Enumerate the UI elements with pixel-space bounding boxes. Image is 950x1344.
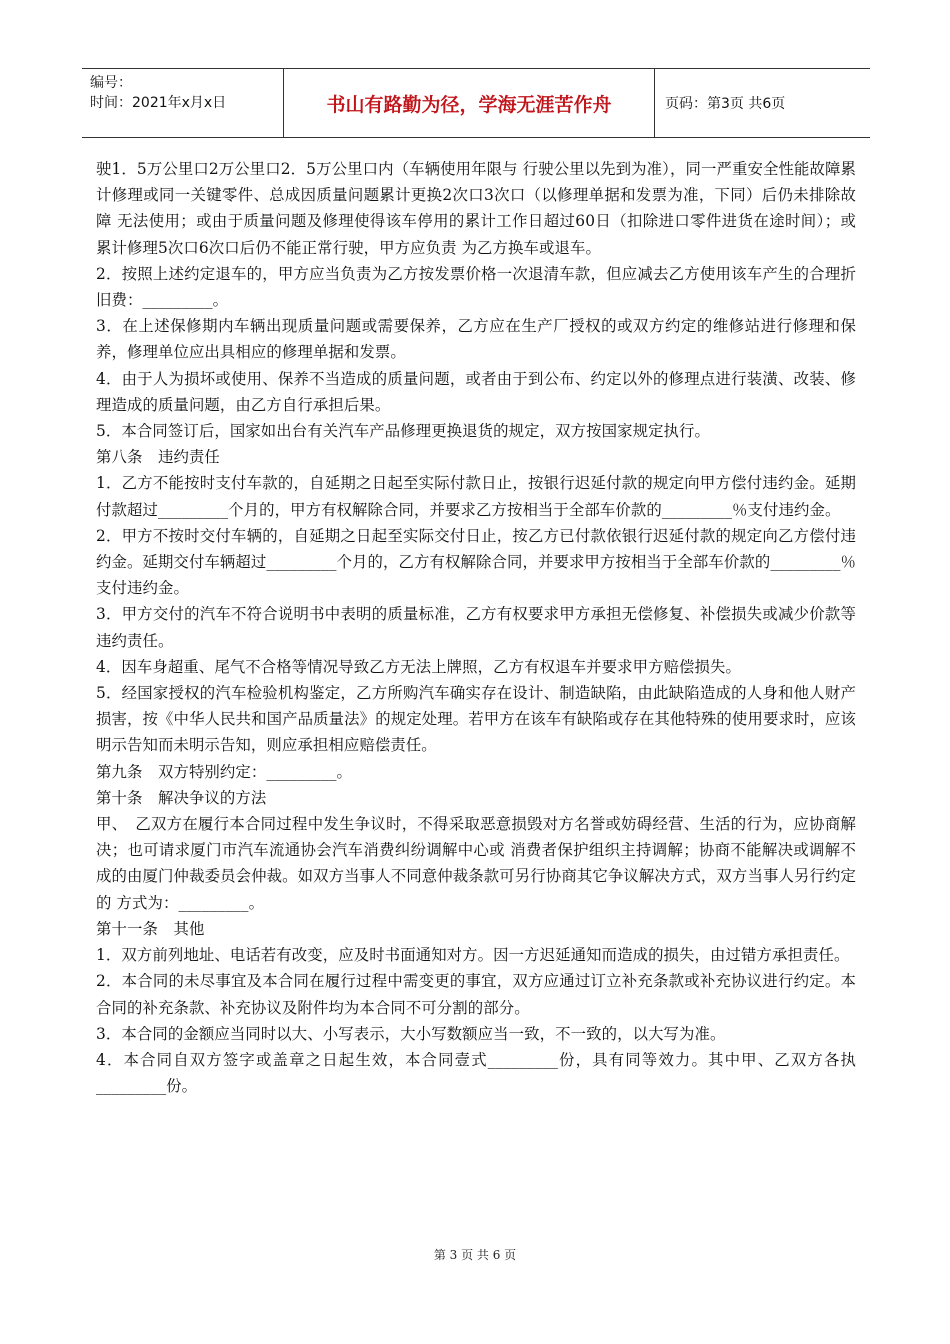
header-page-number: 页码：第3页 共6页: [665, 96, 786, 112]
paragraph: 甲、 乙双方在履行本合同过程中发生争议时，不得采取恶意损毁对方名誉或妨碍经营、生活的行为，应协商解决；也可请求厦门市汽车流通协会汽车消费纠纷调解中心或 消费者保护组织主持调解；协商不能解决或调解不成的由厦门仲裁委员会仲裁。如双方当事人不同意仲裁条款可另行协商其它争议解决方式，双方当事人另行约定的 方式为：_________。: [96, 815, 856, 912]
paragraph: 2．甲方不按时交付车辆的，自延期之日起至实际交付日止，按乙方已付款依银行迟延付款的规定向乙方偿付违约金。延期交付车辆超过_________个月的，乙方有权解除合同，并要求甲方按相当于全部车价款的_________％支付违约金。: [96, 526, 856, 598]
section-heading: 第九条 双方特别约定：_________。: [96, 762, 353, 781]
paragraph: 4．由于人为损坏或使用、保养不当造成的质量问题，或者由于到公布、约定以外的修理点进行装潢、改装、修理造成的质量问题，由乙方自行承担后果。: [96, 369, 856, 414]
paragraph: 5．本合同签订后，国家如出台有关汽车产品修理更换退货的规定，双方按国家规定执行。: [96, 422, 711, 441]
section-heading: 第八条 违约责任: [96, 448, 220, 467]
doc-number-label: 编号：: [90, 75, 132, 91]
paragraph: 1．乙方不能按时支付车款的，自延期之日起至实际付款日止，按银行迟延付款的规定向甲方偿付违约金。延期付款超过_________个月的，甲方有权解除合同，并要求乙方按相当于全部车价款的_________％支付违约金。: [96, 474, 856, 519]
header-motto: 书山有路勤为径，学海无涯苦作舟: [284, 69, 655, 137]
page-header: [82, 68, 870, 138]
section-heading: 第十一条 其他: [96, 919, 205, 938]
paragraph: 3．本合同的金额应当同时以大、小写表示，大小写数额应当一致，不一致的，以大写为准。: [96, 1024, 726, 1043]
paragraph: 2．本合同的未尽事宜及本合同在履行过程中需变更的事宜，双方应通过订立补充条款或补充协议进行约定。本合同的补充条款、补充协议及附件均为本合同不可分割的部分。: [96, 972, 856, 1017]
section-heading: 第十条 解决争议的方法: [96, 788, 267, 807]
paragraph: 3．在上述保修期内车辆出现质量问题或需要保养，乙方应在生产厂授权的或双方约定的维修站进行修理和保养，修理单位应出具相应的修理单据和发票。: [96, 317, 856, 362]
contract-body: [96, 156, 856, 1099]
paragraph: 驶1．5万公里口2万公里口2．5万公里口内（车辆使用年限与 行驶公里以先到为准），同一严重安全性能故障累计修理或同一关键零件、总成因质量问题累计更换2次口3次口（以修理单据和发票为准，下同）后仍未排除故障 无法使用；或由于质量问题及修理使得该车停用的累计工作日超过60日（扣除进口零件进货在途时间）；或累计修理5次口6次口后仍不能正常行驶，甲方应负责 为乙方换车或退车。: [96, 160, 856, 257]
paragraph: 4．因车身超重、尾气不合格等情况导致乙方无法上牌照，乙方有权退车并要求甲方赔偿损失。: [96, 657, 742, 676]
paragraph: 3．甲方交付的汽车不符合说明书中表明的质量标准，乙方有权要求甲方承担无偿修复、补偿损失或减少价款等违约责任。: [96, 605, 856, 650]
paragraph: 1．双方前列地址、电话若有改变，应及时书面通知对方。因一方迟延通知而造成的损失，由过错方承担责任。: [96, 946, 850, 965]
page-footer: 第 3 页 共 6 页: [433, 1248, 517, 1262]
header-meta: [82, 69, 284, 137]
paragraph: 4．本合同自双方签字或盖章之日起生效，本合同壹式_________份，具有同等效力。其中甲、乙双方各执_________份。: [96, 1050, 856, 1096]
paragraph: 5．经国家授权的汽车检验机构鉴定，乙方所购汽车确实存在设计、制造缺陷，由此缺陷造成的人身和他人财产损害，按《中华人民共和国产品质量法》的规定处理。若甲方在该车有缺陷或存在其他特殊的使用要求时，应该明示告知而未明示告知，则应承担相应赔偿责任。: [96, 684, 856, 755]
doc-date-label: 时间：2021年x月x日: [90, 95, 227, 111]
paragraph: 2．按照上述约定退车的，甲方应当负责为乙方按发票价格一次退清车款，但应减去乙方使用该车产生的合理折旧费：_________。: [96, 264, 856, 310]
